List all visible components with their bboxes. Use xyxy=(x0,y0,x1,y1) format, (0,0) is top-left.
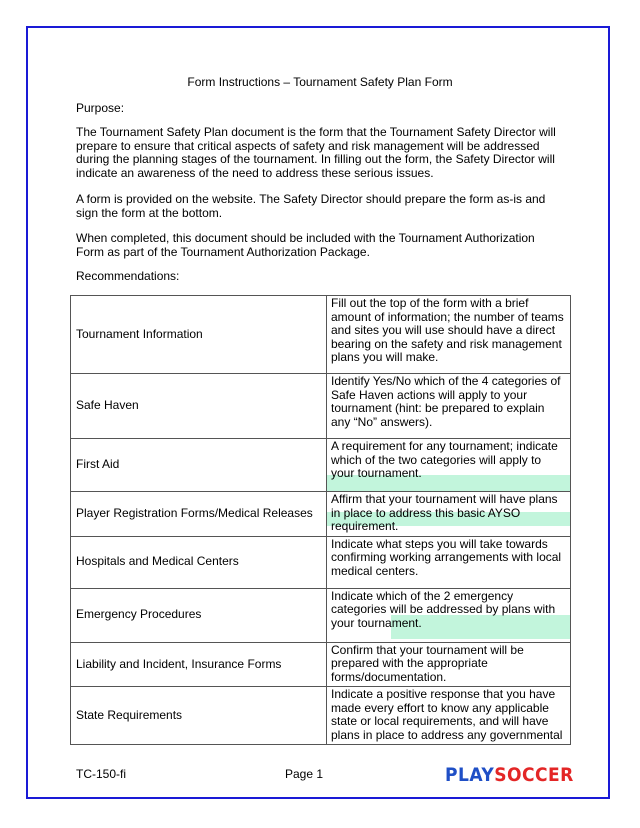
table-row xyxy=(71,296,571,374)
row-label: State Requirements xyxy=(71,687,327,745)
table-row xyxy=(71,588,571,642)
row-description xyxy=(327,439,571,492)
page-number: Page 1 xyxy=(285,767,324,781)
paragraph-form-provided: A form is provided on the website. The Safety Director should prepare the form as-is and sign the form at the bottom. xyxy=(76,192,546,220)
row-description-text: Identify Yes/No which of the 4 categories of Safe Haven actions will apply to your tournament (hint: be prepared to explain any “No” answers). xyxy=(331,374,561,429)
row-description xyxy=(327,296,571,374)
paragraph-when-completed: When completed, this document should be included with the Tournament Authorization Form as part of the Tournament Authorization Package. xyxy=(76,231,535,259)
row-description-text: Indicate what steps you will take towards confirming working arrangements with local medical centers. xyxy=(331,536,562,578)
purpose-heading: Purpose: xyxy=(76,101,125,115)
row-description-text: Indicate a positive response that you have made every effort to know any applicable state or local requirements, and will have plans in place to address any governmental xyxy=(331,687,563,742)
row-description xyxy=(327,374,571,439)
form-code: TC-150-fi xyxy=(76,767,127,781)
row-description xyxy=(327,642,571,687)
row-label: Liability and Incident, Insurance Forms xyxy=(71,642,327,687)
document-title: Form Instructions – Tournament Safety Plan Form xyxy=(187,75,453,89)
logo-text-play: PLAY xyxy=(445,764,495,786)
row-description-text: Fill out the top of the form with a brief amount of information; the number of teams and sites you will use should have a direct bearing on the safety and risk management plans you will make. xyxy=(331,296,564,364)
playsoccer-logo xyxy=(445,764,574,786)
table-row xyxy=(71,687,571,745)
row-description-text: Affirm that your tournament will have plans in place to address this basic AYSO requirement. xyxy=(331,492,558,533)
recommendations-table xyxy=(70,295,571,745)
table-row xyxy=(71,492,571,537)
table-row xyxy=(71,439,571,492)
paragraph-intro: The Tournament Safety Plan document is the form that the Tournament Safety Director will prepare to ensure that critical aspects of safety and risk management will be addressed during the planning stages of the tournament. In filling out the form, the Safety Director will indicate an awareness of the need to address these serious issues. xyxy=(76,125,556,180)
row-label: First Aid xyxy=(71,439,327,492)
table-row xyxy=(71,536,571,588)
table-row xyxy=(71,642,571,687)
row-label: Hospitals and Medical Centers xyxy=(71,536,327,588)
row-label: Player Registration Forms/Medical Releases xyxy=(71,492,327,537)
row-label: Safe Haven xyxy=(71,374,327,439)
logo-text-soccer: SOCCER xyxy=(494,764,574,786)
row-description-text: Indicate which of the 2 emergency categories will be addressed by plans with your tournament. xyxy=(331,588,556,630)
row-description xyxy=(327,588,571,642)
row-label: Emergency Procedures xyxy=(71,588,327,642)
row-description-text: A requirement for any tournament; indicate which of the two categories will apply to your tournament. xyxy=(331,439,558,480)
row-description xyxy=(327,536,571,588)
table-row xyxy=(71,374,571,439)
row-description xyxy=(327,687,571,745)
row-description xyxy=(327,492,571,537)
row-label: Tournament Information xyxy=(71,296,327,374)
recommendations-heading: Recommendations: xyxy=(76,269,180,283)
row-description-text: Confirm that your tournament will be prepared with the appropriate forms/documentation. xyxy=(331,642,524,684)
